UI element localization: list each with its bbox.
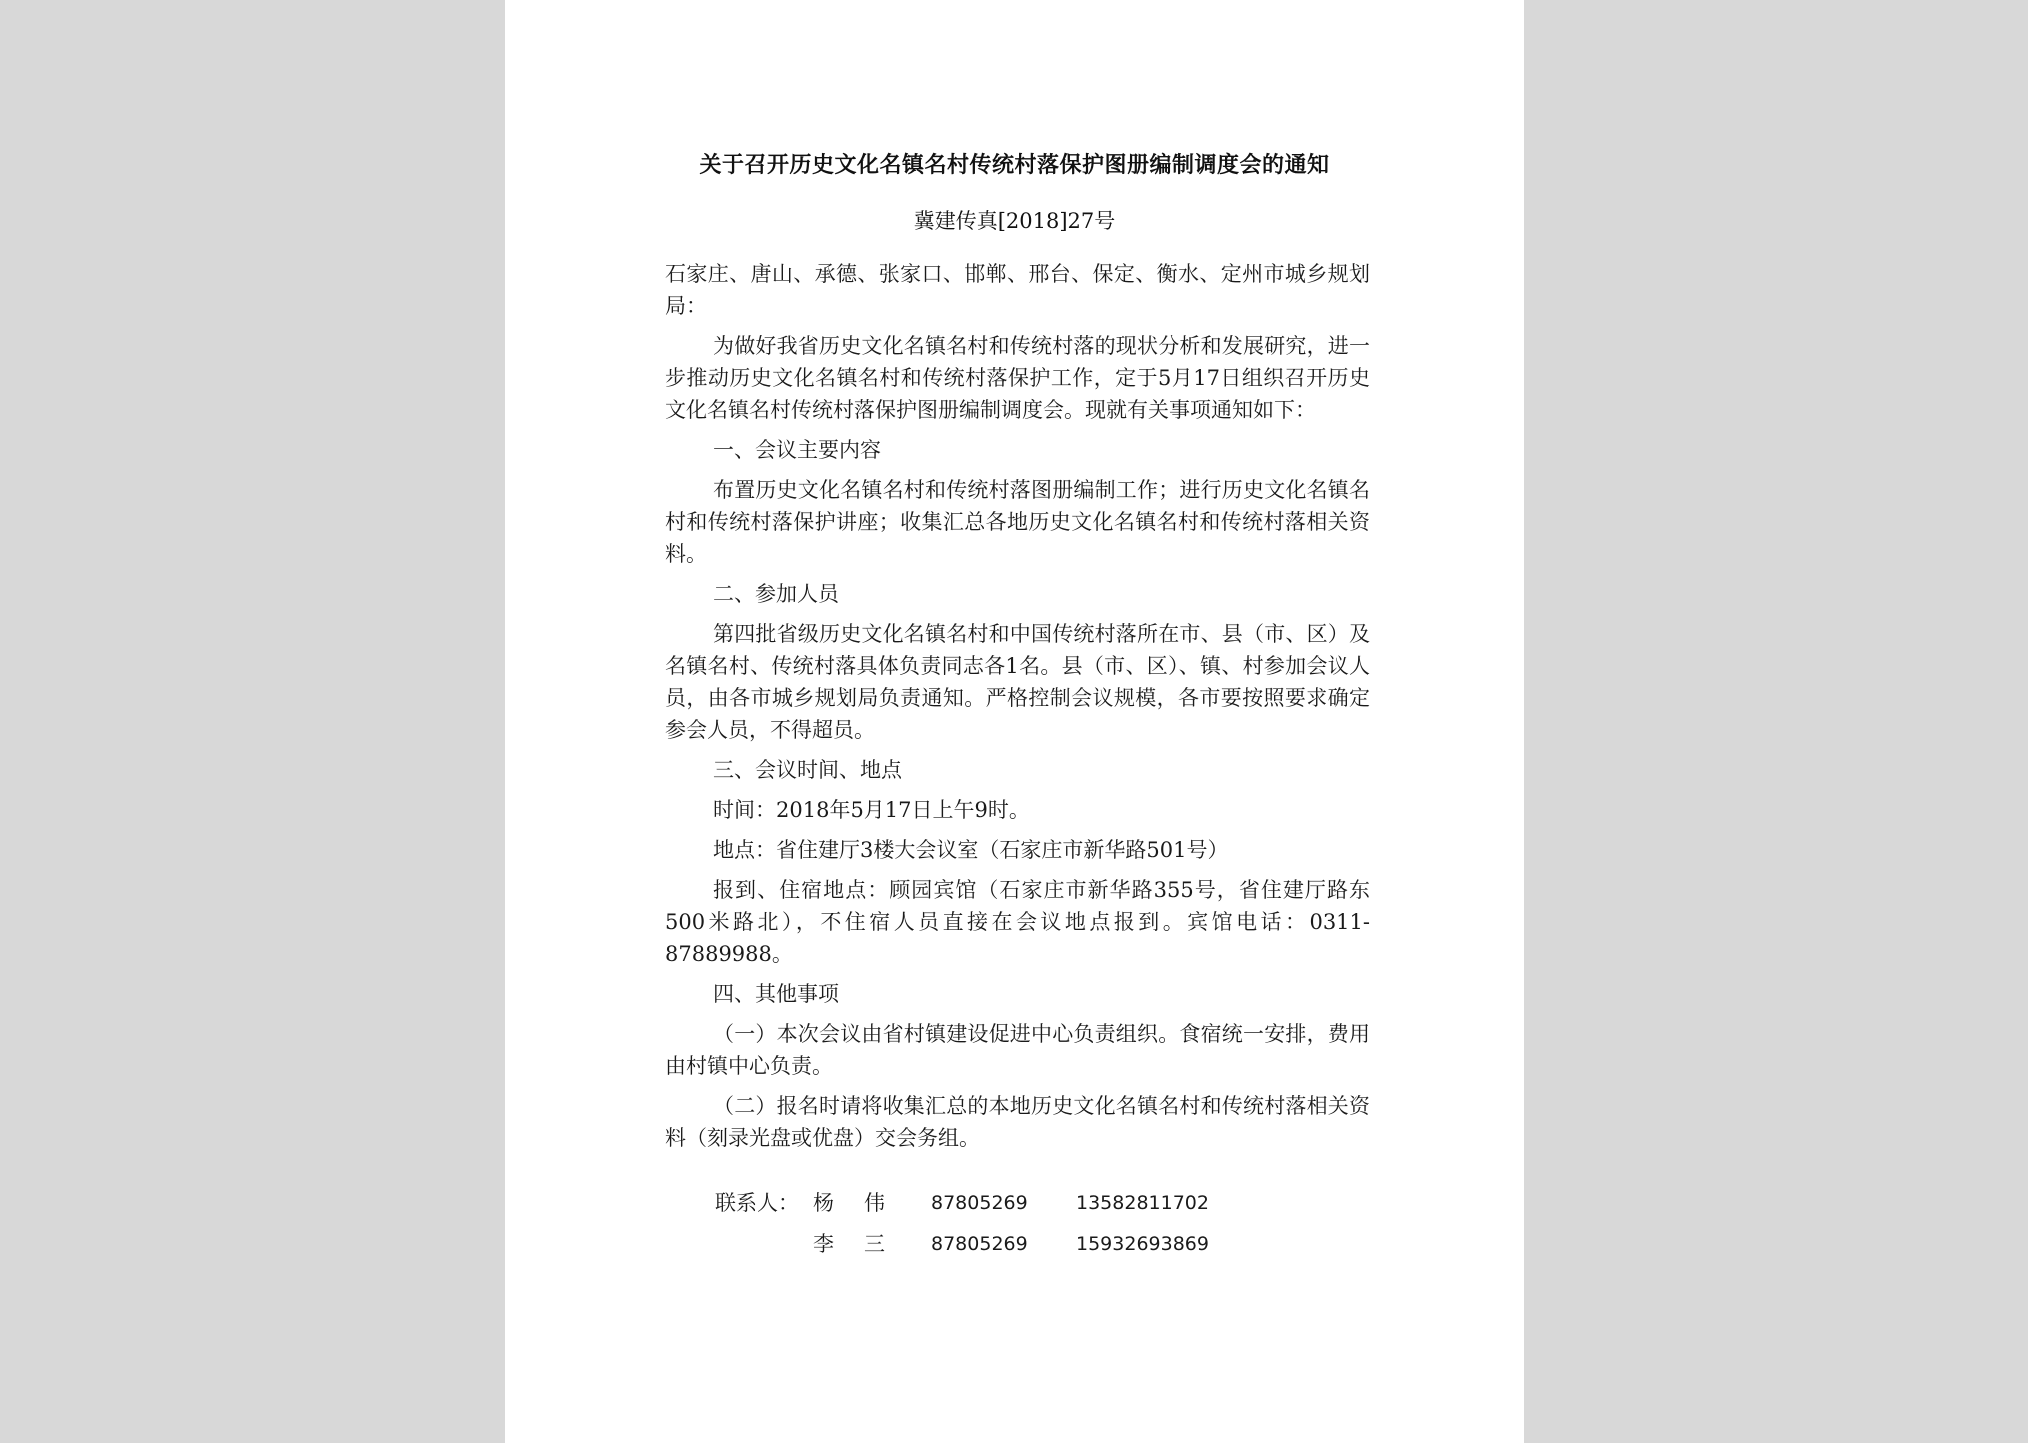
contacts-label-spacer [715, 1224, 813, 1265]
document-title: 关于召开历史文化名镇名村传统村落保护图册编制调度会的通知 [699, 152, 1330, 178]
contact-row [715, 1224, 1209, 1265]
contact-mobile: 13582811702 [1076, 1192, 1209, 1214]
body-paragraph: 三、会议时间、地点 [713, 758, 902, 782]
contact-mobile: 15932693869 [1076, 1233, 1209, 1255]
contacts-block [715, 1183, 1209, 1265]
contact-phone: 87805269 [931, 1233, 1028, 1255]
body-paragraph: 为做好我省历史文化名镇名村和传统村落的现状分析和发展研究，进一步推动历史文化名镇名村和传统村落保护工作，定于5月17日组织召开历史文化名镇名村传统村落保护图册编制调度会。现就有关事项通知如下： [665, 334, 1370, 422]
body-paragraph: 报到、住宿地点：顾园宾馆（石家庄市新华路355号，省住建厅路东500米路北），不住宿人员直接在会议地点报到。宾馆电话：0311-87889988。 [665, 878, 1370, 966]
body-paragraph: 一、会议主要内容 [713, 438, 881, 462]
contacts-label: 联系人： [715, 1191, 799, 1215]
body-paragraph: （一）本次会议由省村镇建设促进中心负责组织。食宿统一安排，费用由村镇中心负责。 [665, 1022, 1370, 1078]
contact-name: 杨伟 [813, 1191, 915, 1215]
contact-row [715, 1183, 1209, 1224]
body-paragraph: 第四批省级历史文化名镇名村和中国传统村落所在市、县（市、区）及名镇名村、传统村落具体负责同志各1名。县（市、区）、镇、村参加会议人员，由各市城乡规划局负责通知。严格控制会议规模，各市要按照要求确定参会人员，不得超员。 [665, 622, 1370, 742]
body-paragraph: 二、参加人员 [713, 582, 839, 606]
contact-name: 李三 [813, 1232, 915, 1256]
body-paragraph: 四、其他事项 [713, 982, 839, 1006]
body-paragraph: 时间：2018年5月17日上午9时。 [713, 798, 1030, 822]
document-page [505, 0, 1524, 1443]
body-paragraph: 石家庄、唐山、承德、张家口、邯郸、邢台、保定、衡水、定州市城乡规划局： [665, 262, 1370, 318]
body-paragraph: 布置历史文化名镇名村和传统村落图册编制工作；进行历史文化名镇名村和传统村落保护讲座；收集汇总各地历史文化名镇名村和传统村落相关资料。 [665, 478, 1370, 566]
contact-phone: 87805269 [931, 1192, 1028, 1214]
document-body [665, 258, 1370, 1162]
document-number: 冀建传真[2018]27号 [913, 209, 1116, 233]
body-paragraph: （二）报名时请将收集汇总的本地历史文化名镇名村和传统村落相关资料（刻录光盘或优盘）交会务组。 [665, 1094, 1370, 1150]
body-paragraph: 地点：省住建厅3楼大会议室（石家庄市新华路501号） [713, 838, 1229, 862]
